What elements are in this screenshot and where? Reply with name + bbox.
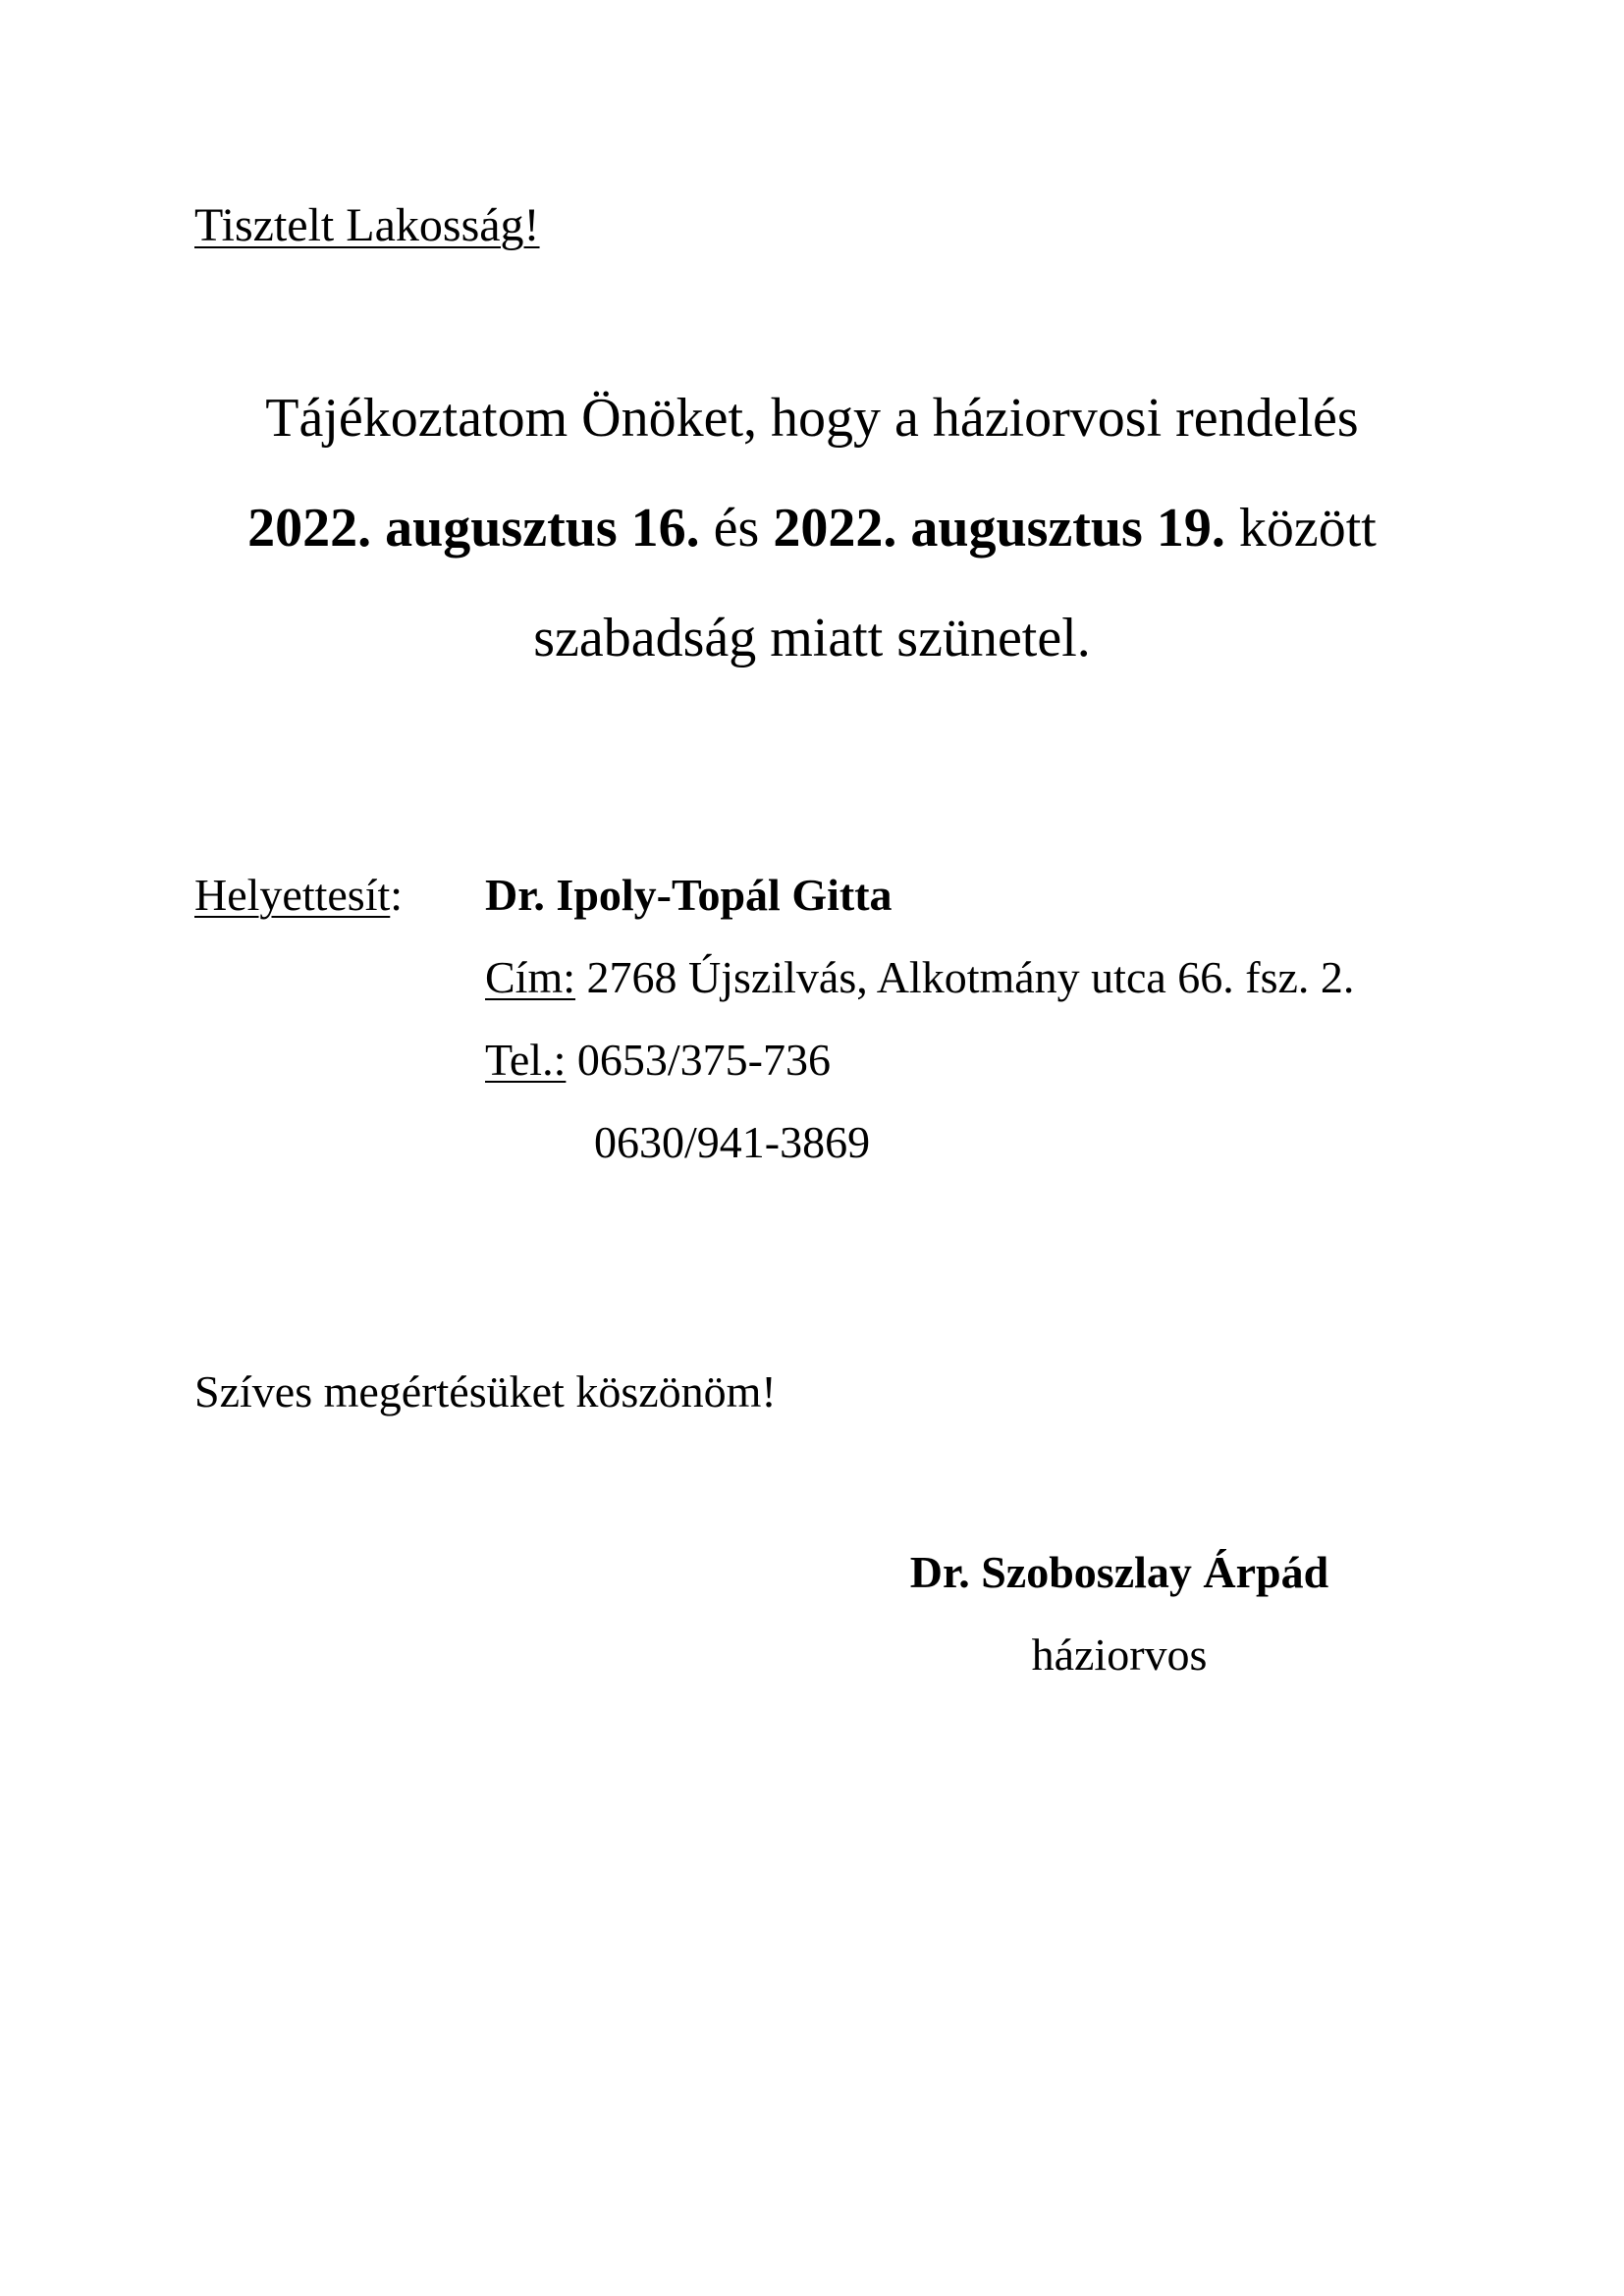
- announcement-paragraph: [0, 363, 1624, 693]
- salutation: Tisztelt Lakosság!: [194, 199, 540, 251]
- signature-title: háziorvos: [1031, 1629, 1208, 1680]
- substitute-name: Dr. Ipoly-Topál Gitta: [485, 870, 893, 920]
- substitute-phone-row: [485, 1033, 831, 1088]
- substitute-label-text: Helyettesít: [194, 870, 391, 920]
- substitute-label: [194, 868, 403, 923]
- address-value: 2768 Újszilvás, Alkotmány utca 66. fsz. 2.: [575, 952, 1355, 1002]
- phone-label: Tel.:: [485, 1035, 567, 1085]
- date-from: 2022. augusztus 16.: [247, 498, 700, 559]
- announcement-line-1: Tájékoztatom Önöket, hogy a háziorvosi rendelés: [265, 388, 1359, 449]
- between-word: között: [1224, 498, 1377, 559]
- substitute-address-row: [485, 950, 1354, 1005]
- announcement-line-3: szabadság miatt szünetel.: [533, 608, 1091, 668]
- phone-value-2: 0630/941-3869: [594, 1117, 871, 1167]
- phone-value-1: 0653/375-736: [566, 1035, 831, 1085]
- signature-name: Dr. Szoboszlay Árpád: [909, 1547, 1329, 1597]
- substitute-label-colon: :: [390, 870, 404, 920]
- address-label: Cím:: [485, 952, 576, 1002]
- announcement-line-2: [0, 473, 1624, 583]
- date-connector: és: [699, 498, 774, 559]
- signature-block: [815, 1531, 1424, 1696]
- date-to: 2022. augusztus 19.: [773, 498, 1225, 559]
- closing-line: Szíves megértésüket köszönöm!: [194, 1366, 777, 1416]
